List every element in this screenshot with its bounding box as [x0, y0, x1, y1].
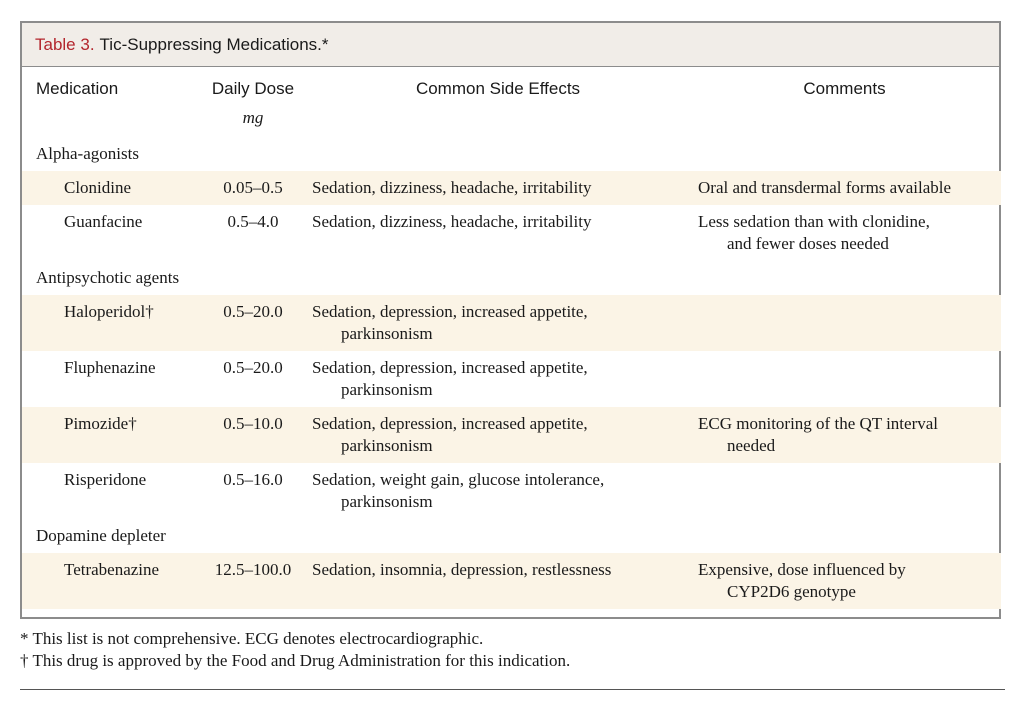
drug-dose: 0.5–20.0 [223, 358, 283, 377]
side-effects-line: Sedation, depression, increased appetite, [312, 414, 588, 433]
comments-cell [688, 407, 1001, 463]
header-medication: Medication [36, 79, 119, 98]
drug-dose: 12.5–100.0 [198, 553, 308, 609]
drug-name: Tetrabenazine [22, 553, 198, 609]
footnote: * This list is not comprehensive. ECG denotes electrocardiographic. [20, 629, 484, 648]
table-body [22, 103, 1001, 609]
table-row [22, 295, 1001, 351]
group-name: Antipsychotic agents [36, 268, 180, 287]
table-row [22, 553, 1001, 609]
table-row [22, 463, 1001, 519]
table-label: Table 3. [35, 34, 95, 54]
drug-dose: 0.5–20.0 [198, 295, 308, 351]
side-effects-line: parkinsonism [341, 492, 433, 511]
comments-cell [688, 171, 1001, 205]
side-effects-cell [308, 171, 688, 205]
side-effects-cell [308, 407, 688, 463]
drug-name: Haloperidol† [22, 295, 198, 351]
table-title-bar [22, 23, 999, 67]
footnotes [20, 628, 980, 672]
side-effects-line: Sedation, weight gain, glucose intolerance, [312, 470, 605, 489]
side-effects-line: Sedation, insomnia, depression, restlessness [312, 560, 612, 579]
comment-line: Less sedation than with clonidine, [698, 212, 930, 231]
drug-name: Guanfacine [64, 212, 143, 231]
comments-cell [688, 295, 1001, 351]
header-side-effects: Common Side Effects [415, 79, 581, 98]
medication-table [20, 21, 1001, 619]
comments-cell [688, 351, 1001, 407]
dose-unit: mg [242, 108, 264, 127]
table-row [22, 351, 1001, 407]
side-effects-cell [308, 351, 688, 407]
comment-line: and fewer doses needed [727, 234, 889, 253]
side-effects-line: Sedation, dizziness, headache, irritability [312, 178, 592, 197]
side-effects-cell [308, 553, 688, 609]
group-row [22, 519, 1001, 553]
side-effects-line: Sedation, dizziness, headache, irritability [312, 212, 592, 231]
medication-grid [22, 67, 1001, 609]
comment-line: ECG monitoring of the QT interval [698, 414, 939, 433]
comments-cell [688, 463, 1001, 519]
drug-dose: 0.5–16.0 [223, 470, 283, 489]
header-row [22, 67, 1001, 103]
comments-cell [688, 553, 1001, 609]
drug-name: Risperidone [64, 470, 147, 489]
side-effects-cell [308, 463, 688, 519]
group-name: Alpha-agonists [36, 144, 139, 163]
comment-line: CYP2D6 genotype [727, 582, 856, 601]
table-row [22, 205, 1001, 261]
bottom-rule [20, 689, 1005, 690]
footnote: † This drug is approved by the Food and Drug Administration for this indication. [20, 651, 571, 670]
unit-row [22, 103, 1001, 137]
side-effects-cell [308, 295, 688, 351]
drug-name: Pimozide† [22, 407, 198, 463]
side-effects-line: parkinsonism [341, 324, 433, 343]
group-name: Dopamine depleter [36, 526, 166, 545]
header-comments: Comments [803, 79, 886, 98]
header-daily-dose: Daily Dose [211, 79, 295, 98]
table-title: Tic-Suppressing Medications.* [99, 34, 329, 54]
side-effects-cell [308, 205, 688, 261]
group-row [22, 261, 1001, 295]
drug-dose: 0.5–4.0 [227, 212, 279, 231]
side-effects-line: Sedation, depression, increased appetite, [312, 302, 588, 321]
drug-name: Fluphenazine [64, 358, 156, 377]
comment-line: Oral and transdermal forms available [698, 178, 952, 197]
group-row [22, 137, 1001, 171]
table-row [22, 171, 1001, 205]
side-effects-line: parkinsonism [341, 380, 433, 399]
side-effects-line: parkinsonism [341, 436, 433, 455]
table-row [22, 407, 1001, 463]
drug-dose: 0.05–0.5 [198, 171, 308, 205]
comment-line: Expensive, dose influenced by [698, 560, 906, 579]
side-effects-line: Sedation, depression, increased appetite, [312, 358, 588, 377]
comments-cell [688, 205, 1001, 261]
comment-line: needed [727, 436, 776, 455]
drug-name: Clonidine [22, 171, 198, 205]
drug-dose: 0.5–10.0 [198, 407, 308, 463]
